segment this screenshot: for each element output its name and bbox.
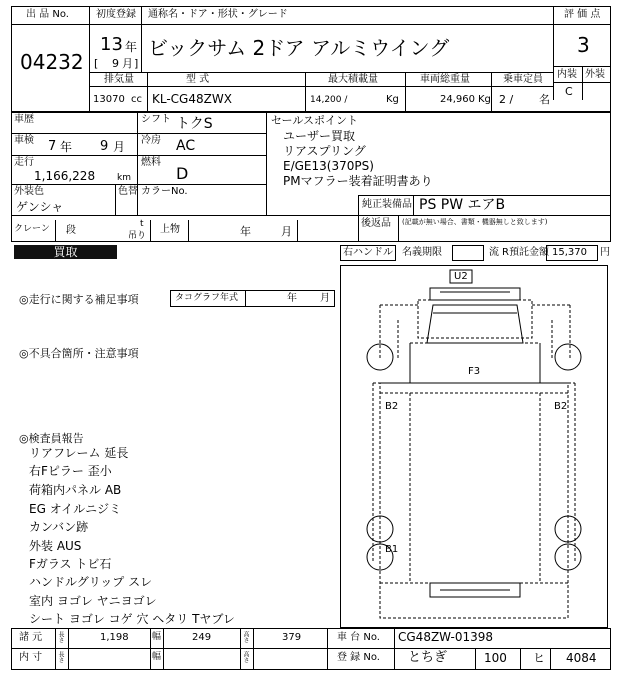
first-reg-year: 13 — [100, 34, 123, 55]
displacement: 13070 — [93, 94, 125, 105]
exterior-grade: C — [565, 85, 573, 98]
lot-number: 04232 — [20, 50, 84, 74]
shaken-month: 9 — [100, 139, 109, 154]
max-load: 14,200 / — [310, 95, 348, 105]
capacity: 2 / — [499, 93, 514, 106]
sales-point-1: ユーザー買取 — [283, 129, 356, 143]
buy-badge: 買取 — [14, 245, 117, 259]
inspector-item: Fガラス トビ石 — [29, 557, 112, 571]
damage-b1: B1 — [385, 544, 399, 555]
model-name-label: 通称名・ドア・形状・グレード — [148, 9, 288, 20]
damage-b2-right: B2 — [554, 401, 568, 412]
mileage: 1,166,228 — [34, 169, 96, 183]
equipment: PS PW エアB — [419, 197, 506, 213]
ext-color: ゲンシャ — [16, 200, 64, 214]
inspector-item: 右Fピラー 歪小 — [29, 464, 112, 478]
inspector-item: 荷箱内パネル AB — [29, 483, 122, 497]
sales-point-4: PMマフラー装着証明書あり — [283, 174, 433, 188]
first-reg-month: 9 — [112, 57, 119, 70]
damage-b2-left: B2 — [385, 401, 399, 412]
interior-label: 内装 — [557, 69, 577, 80]
gross-weight: 24,960 — [440, 94, 475, 105]
shaken-year: 7 — [48, 139, 57, 154]
model-code: KL-CG48ZWX — [152, 92, 232, 106]
sales-point-3: E/GE13(370PS) — [283, 159, 374, 173]
reg-kana: ヒ — [533, 651, 546, 665]
inspector-item: シート ヨゴレ コゲ 穴 ヘタリ Tヤブレ — [29, 612, 235, 626]
reg-place: とちぎ — [408, 650, 448, 665]
driving-notes-title: ◎走行に関する補足事項 — [19, 293, 139, 306]
sales-point-2: リアスプリング — [283, 144, 366, 158]
inspector-item: 室内 ヨゴレ ヤニヨゴレ — [29, 594, 157, 608]
ac: AC — [176, 138, 196, 154]
inspector-item: 外装 AUS — [29, 539, 82, 553]
fuel: D — [176, 164, 189, 183]
truck-diagram — [340, 265, 608, 628]
length: 1,198 — [100, 632, 129, 643]
inspector-item: リアフレーム 延長 — [29, 446, 129, 460]
grade-score: 3 — [577, 33, 590, 57]
height: 379 — [282, 632, 302, 643]
lot-label: 出 品 No. — [26, 9, 69, 20]
inspector-item: EG オイルニジミ — [29, 502, 122, 516]
exterior-label: 外装 — [585, 69, 605, 80]
defects-title: ◎不具合箇所・注意事項 — [19, 347, 139, 360]
damage-u2: U2 — [454, 271, 468, 282]
inspector-item: カンバン跡 — [29, 520, 89, 534]
recycle-amount: 15,370 — [552, 247, 587, 258]
shift: トクS — [176, 116, 213, 132]
chassis-no: CG48ZW-01398 — [398, 630, 494, 644]
inspector-item: ハンドルグリップ スレ — [29, 575, 153, 589]
vehicle-title: ビックサム 2ドア アルミウイング — [148, 36, 450, 60]
damage-f3: F3 — [468, 366, 481, 377]
reg-number: 4084 — [566, 651, 597, 665]
reg-class: 100 — [484, 651, 507, 665]
inspector-title: ◎検査員報告 — [19, 432, 84, 445]
first-reg-label: 初度登録 — [96, 9, 136, 20]
width: 249 — [192, 632, 212, 643]
grade-label: 評 価 点 — [564, 9, 601, 20]
